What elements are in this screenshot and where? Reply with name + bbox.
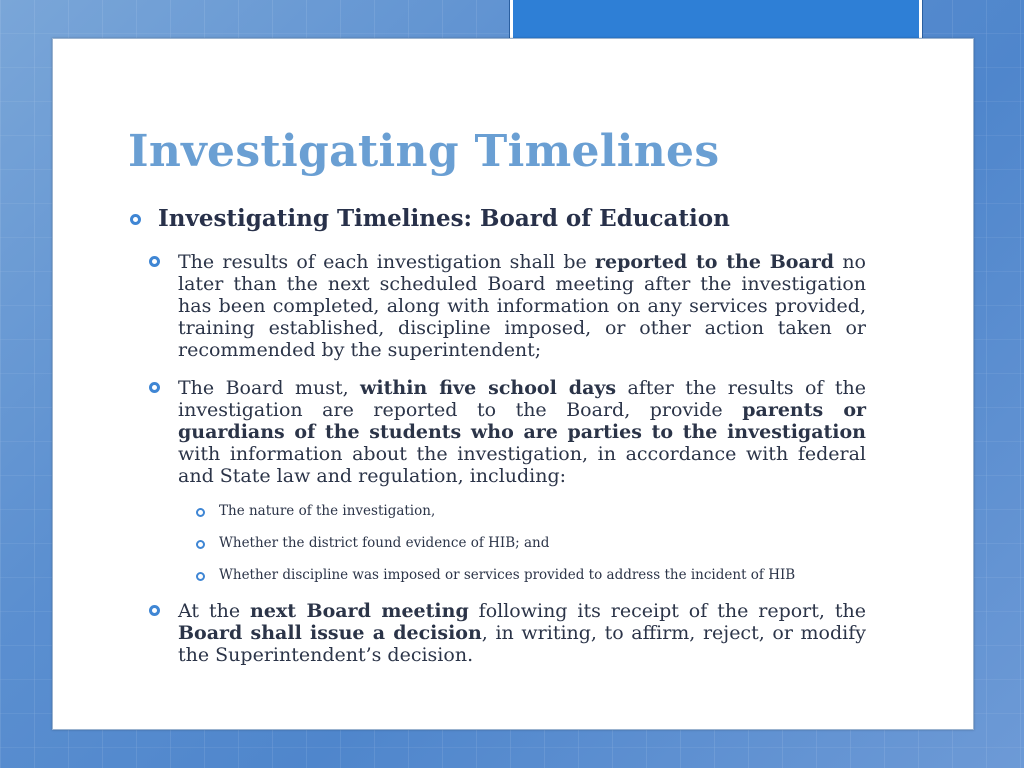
point-reporting: The results of each investigation shall be reported to the Board no later than the next scheduled Board meeting after the investigation has been completed, along with information on any services provided, training established, discipline imposed, or other action taken or recommended by the superintendent;: [178, 251, 867, 361]
section-heading: Investigating Timelines: Board of Education: [158, 205, 730, 232]
sub-item-discipline: Whether discipline was imposed or services provided to address the incident of HIB: [219, 567, 796, 583]
sub-item-nature: The nature of the investigation,: [219, 503, 436, 519]
bullet-icon: [149, 382, 160, 393]
bullet-icon: [149, 605, 160, 616]
sub-bullet-icon: [196, 540, 205, 549]
sub-bullet-icon: [196, 572, 205, 581]
bullet-icon: [149, 256, 160, 267]
point-parent-notice: The Board must, within five school days after the results of the investigation are reported to the Board, provide parents or guardians of the students who are parties to the investigation with information about the investigation, in accordance with federal and State law and regulation, including:: [178, 377, 866, 487]
sub-bullet-icon: [196, 508, 205, 517]
slide-title: Investigating Timelines: [128, 126, 720, 177]
point-board-decision: At the next Board meeting following its receipt of the report, the Board shall issue a decision, in writing, to affirm, reject, or modify the Superintendent’s decision.: [178, 600, 866, 666]
sub-item-evidence: Whether the district found evidence of HIB; and: [219, 535, 550, 551]
bullet-icon: [130, 214, 141, 225]
